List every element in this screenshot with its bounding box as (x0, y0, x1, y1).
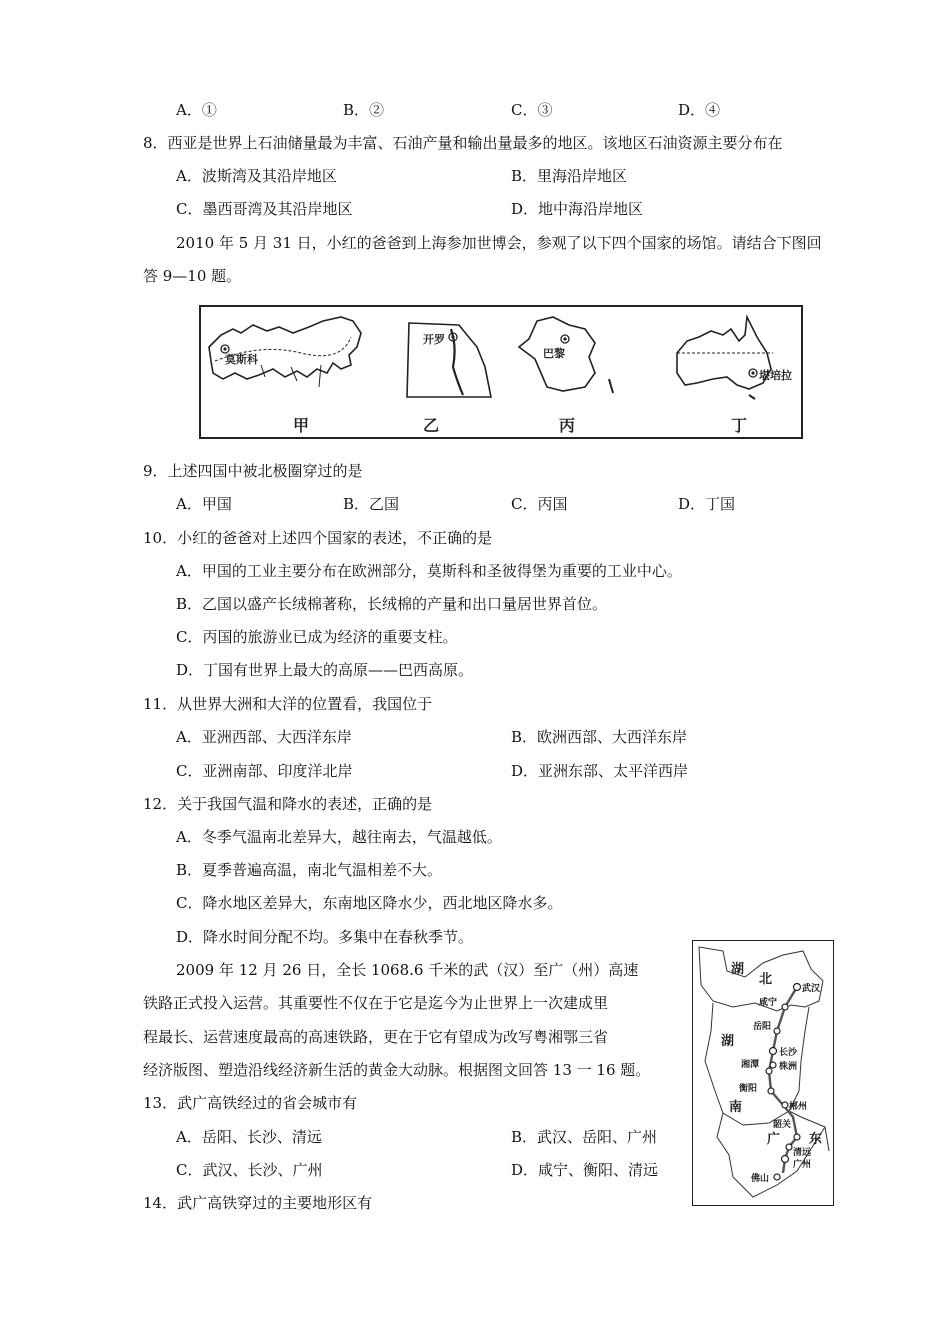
q11-option-d: D．亚洲东部、太平洋西岸 (511, 762, 689, 780)
province-label-nan: 南 (729, 1100, 743, 1115)
province-label-hu1: 湖 (731, 962, 745, 977)
province-label-bei: 北 (759, 972, 773, 987)
q14-stem: 14．武广高铁穿过的主要地形区有 (143, 1194, 373, 1212)
q8-option-b: B．里海沿岸地区 (511, 167, 628, 185)
france-map-icon (519, 317, 613, 393)
city-qingyuan: 清远 (793, 1148, 812, 1158)
province-label-guang: 广 (767, 1132, 781, 1147)
q9-option-d: D．丁国 (678, 495, 736, 513)
railway-map-figure (692, 940, 834, 1206)
intro-13-16-line4: 经济版图、塑造沿线经济新生活的黄金大动脉。根据图文回答 13 一 16 题。 (143, 1061, 651, 1079)
city-changsha: 长沙 (779, 1048, 798, 1058)
q12-option-c: C．降水地区差异大，东南地区降水少，西北地区降水多。 (176, 894, 563, 912)
city-zhuzhou: 株洲 (779, 1062, 798, 1072)
q12-option-d: D．降水时间分配不均。多集中在春秋季节。 (176, 928, 474, 946)
city-label-paris: 巴黎 (543, 347, 565, 360)
country-label-yi: 乙 (423, 416, 440, 435)
q7-option-b: B．② (343, 101, 385, 119)
q9-option-b: B．乙国 (343, 495, 400, 513)
q10-option-a: A．甲国的工业主要分布在欧洲部分，莫斯科和圣彼得堡为重要的工业中心。 (176, 562, 682, 580)
intro-9-10-line1: 2010 年 5 月 31 日，小红的爸爸到上海参加世博会，参观了以下四个国家的场馆。请结合下图回 (176, 234, 822, 252)
q10-option-b: B．乙国以盛产长绒棉著称，长绒棉的产量和出口量居世界首位。 (176, 595, 608, 613)
australia-map-icon (677, 317, 773, 399)
q13-option-b: B．武汉、岳阳、广州 (511, 1128, 658, 1146)
province-label-dong: 东 (809, 1132, 823, 1147)
q13-option-a: A．岳阳、长沙、清远 (176, 1128, 322, 1146)
q7-option-c: C．③ (511, 101, 553, 119)
q10-option-d: D．丁国有世界上最大的高原——巴西高原。 (176, 661, 474, 679)
egypt-map-icon (407, 323, 491, 397)
q7-option-d: D．④ (678, 101, 721, 119)
city-xianning: 咸宁 (759, 998, 778, 1008)
q11-option-b: B．欧洲西部、大西洋东岸 (511, 728, 688, 746)
q12-option-a: A．冬季气温南北差异大，越往南去，气温越低。 (176, 828, 502, 846)
q11-stem: 11．从世界大洲和大洋的位置看，我国位于 (143, 695, 433, 713)
q9-stem: 9．上述四国中被北极圈穿过的是 (143, 462, 363, 480)
country-label-bing: 丙 (559, 416, 576, 435)
city-label-canberra: 堪培拉 (759, 369, 792, 382)
province-label-hu2: 湖 (721, 1034, 735, 1049)
q8-stem: 8．西亚是世界上石油储量最为丰富、石油产量和输出量最多的地区。该地区石油资源主要分布在 (143, 134, 783, 152)
country-label-ding: 丁 (731, 416, 748, 435)
city-hengyang: 衡阳 (739, 1084, 758, 1094)
city-wuhan: 武汉 (802, 984, 821, 994)
q8-option-d: D．地中海沿岸地区 (511, 200, 644, 218)
q11-option-c: C．亚洲南部、印度洋北岸 (176, 762, 353, 780)
city-shaoguan: 韶关 (773, 1120, 792, 1130)
q12-option-b: B．夏季普遍高温，南北气温相差不大。 (176, 861, 443, 879)
q13-option-c: C．武汉、长沙、广州 (176, 1161, 323, 1179)
city-yueyang: 岳阳 (753, 1022, 772, 1032)
q13-option-d: D．咸宁、衡阳、清远 (511, 1161, 659, 1179)
city-chenzhou: 郴州 (789, 1102, 808, 1112)
city-guangzhou: 广州 (793, 1160, 812, 1170)
q9-option-a: A．甲国 (176, 495, 232, 513)
intro-13-16-line3: 程最长、运营速度最高的高速铁路，更在于它有望成为改写粤湘鄂三省 (143, 1028, 609, 1046)
city-xiangtan: 湘潭 (741, 1060, 760, 1070)
q7-option-a: A．① (176, 101, 217, 119)
q8-option-a: A．波斯湾及其沿岸地区 (176, 167, 337, 185)
q13-stem: 13．武广高铁经过的省会城市有 (143, 1094, 358, 1112)
intro-13-16-line1: 2009 年 12 月 26 日，全长 1068.6 千米的武（汉）至广（州）高速 (176, 961, 639, 979)
city-label-cairo: 开罗 (423, 333, 445, 346)
q12-stem: 12．关于我国气温和降水的表述，正确的是 (143, 795, 433, 813)
city-label-moscow: 莫斯科 (225, 353, 258, 366)
q8-option-c: C．墨西哥湾及其沿岸地区 (176, 200, 353, 218)
q10-stem: 10．小红的爸爸对上述四个国家的表述，不正确的是 (143, 529, 493, 547)
q11-option-a: A．亚洲西部、大西洋东岸 (176, 728, 352, 746)
country-map-figure (199, 305, 803, 439)
city-foshan: 佛山 (751, 1174, 770, 1184)
q10-option-c: C．丙国的旅游业已成为经济的重要支柱。 (176, 628, 458, 646)
q9-option-c: C．丙国 (511, 495, 568, 513)
intro-13-16-line2: 铁路正式投入运营。其重要性不仅在于它是迄今为止世界上一次建成里 (143, 994, 609, 1012)
russia-map-icon (209, 317, 361, 387)
country-label-jia: 甲 (293, 416, 310, 435)
intro-9-10-line2: 答 9—10 题。 (143, 267, 242, 285)
